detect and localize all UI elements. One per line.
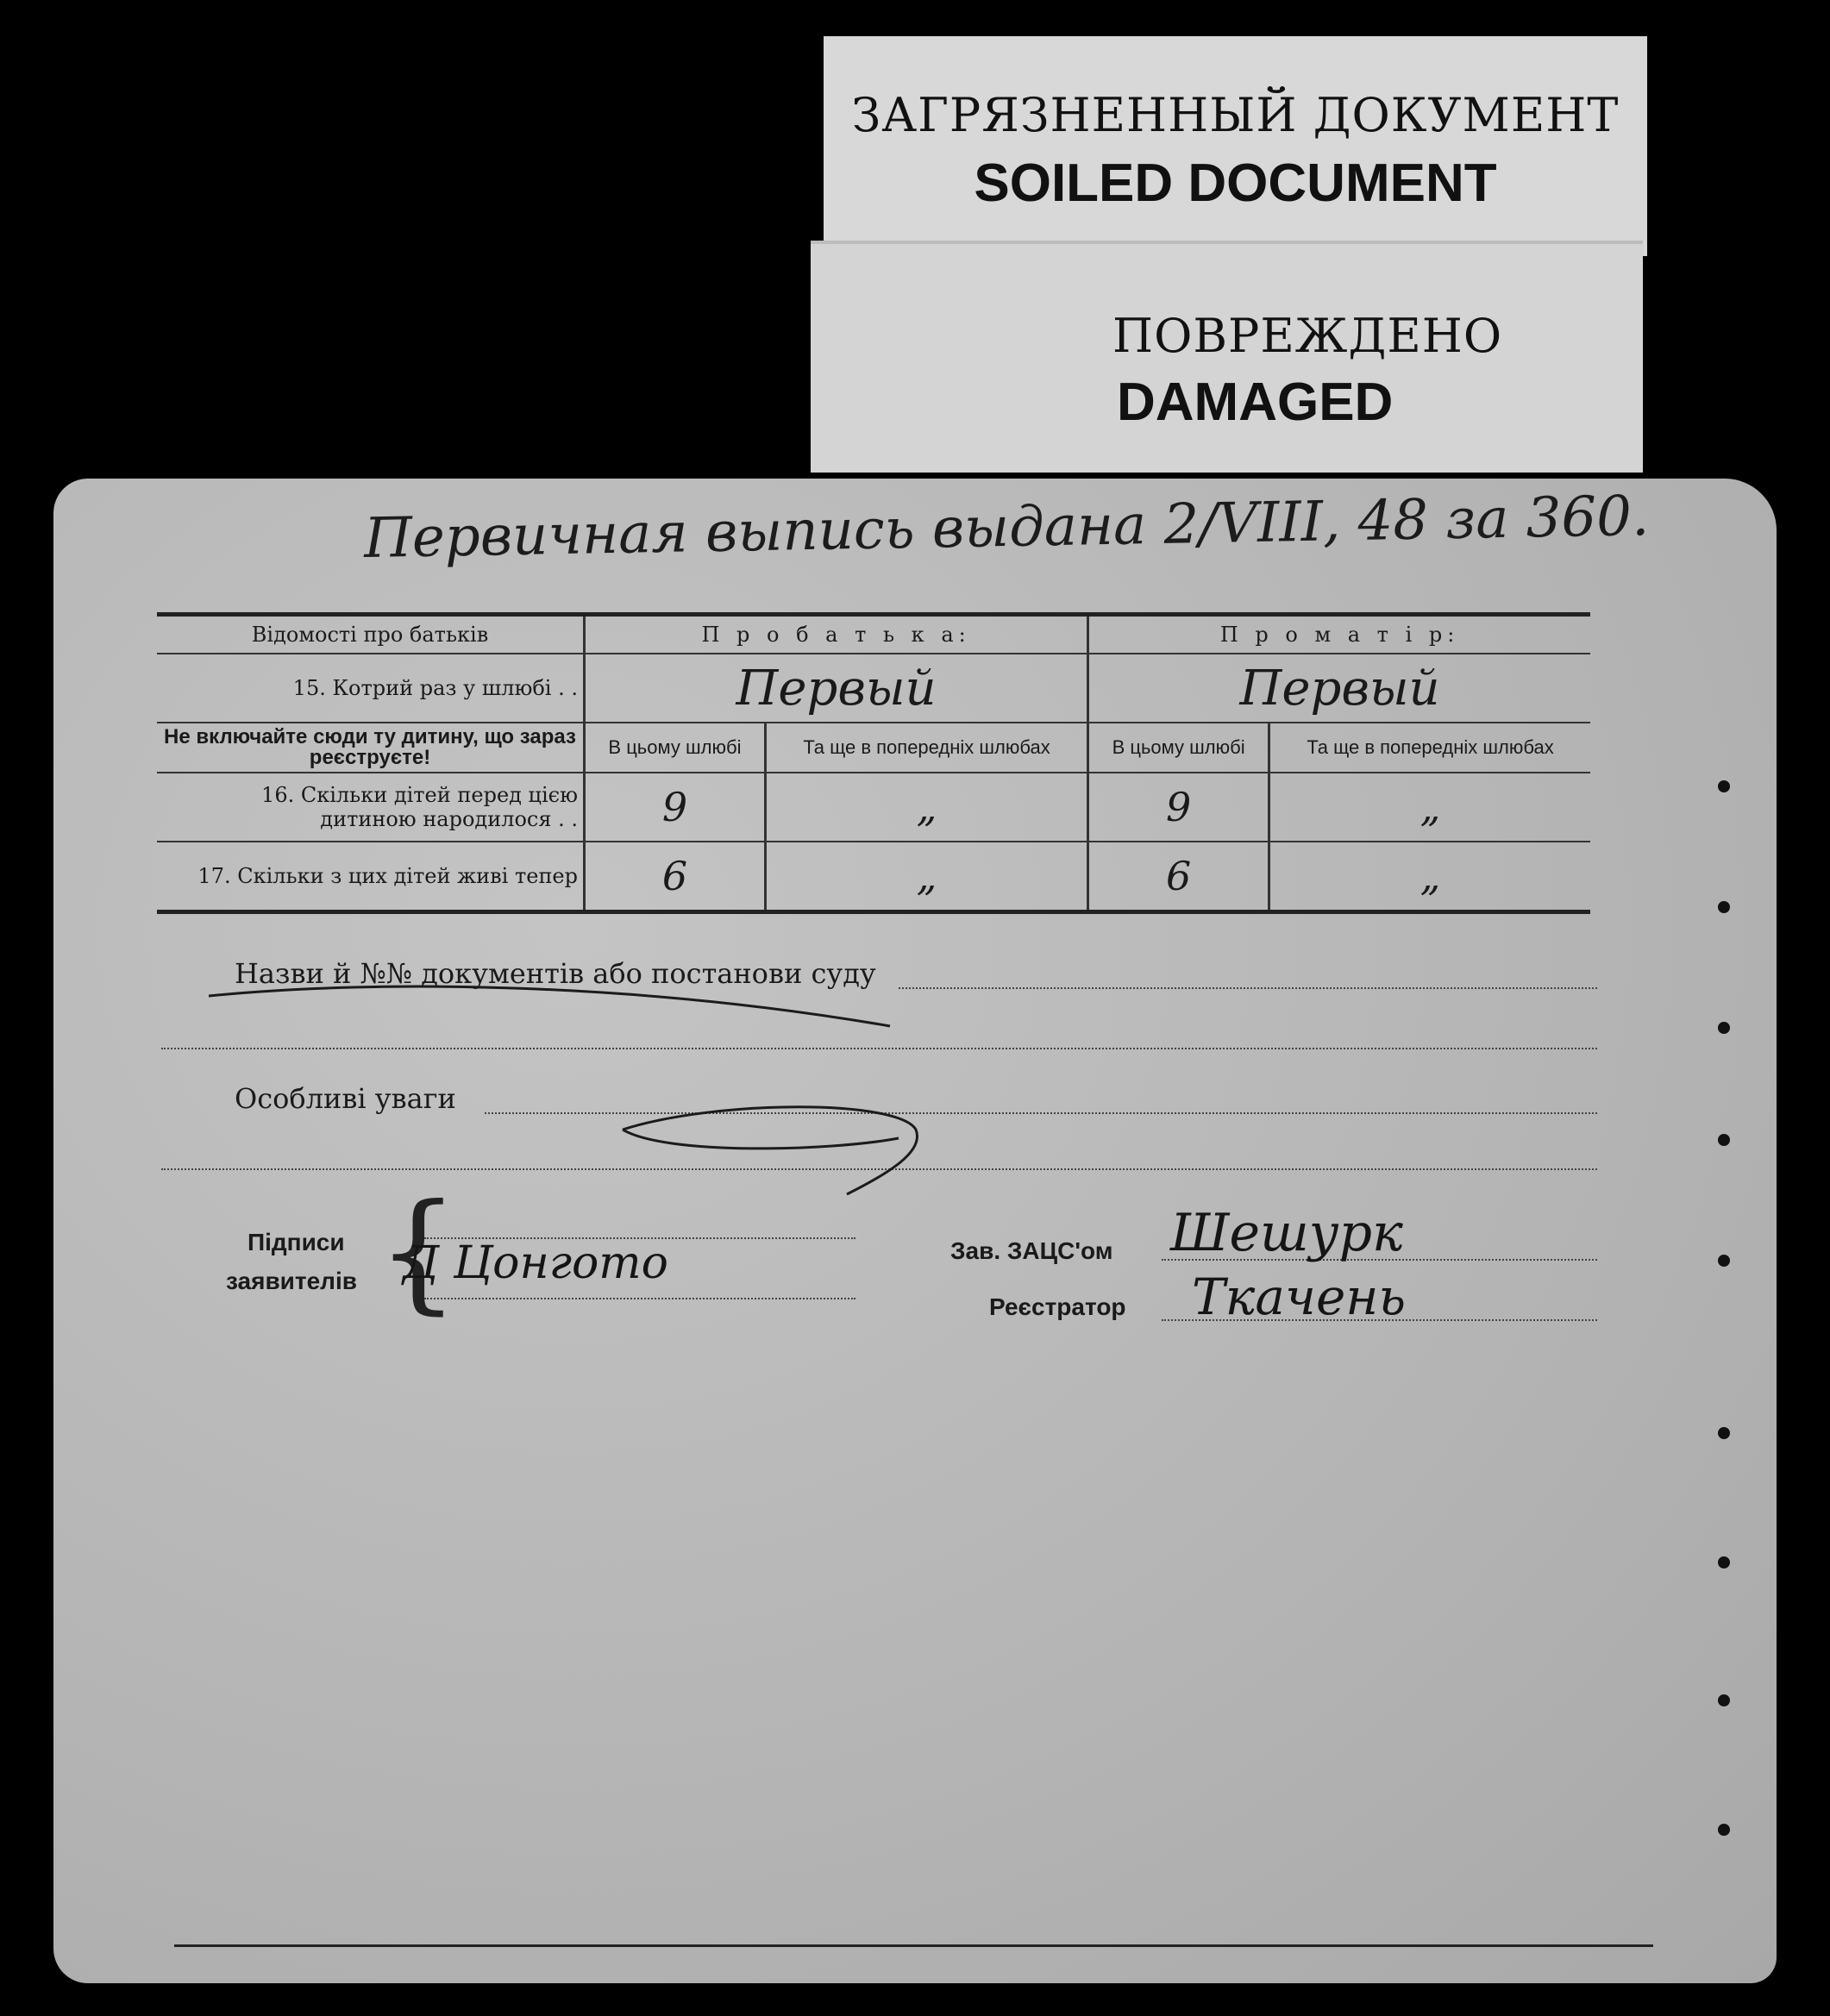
damaged-label-ru: ПОВРЕЖДЕНО [1112,309,1503,363]
damaged-label-en: DAMAGED [1117,373,1394,432]
row17-father-prev: „ [765,842,1087,912]
signatures-label-line2: заявителів [226,1268,357,1294]
row15-mother: Первый [1088,654,1590,723]
documents-label: Назви й №№ документів або постанови суду [235,957,876,990]
soiled-document-label [824,36,1647,256]
head-label: Зав. ЗАЦС'ом [950,1237,1113,1264]
father-previous-marriages-header: Та ще в попередніх шлюбах [765,723,1087,773]
soiled-label-ru: ЗАГРЯЗНЕННЫЙ ДОКУМЕНТ [851,88,1620,142]
row17-label: 17. Скільки з цих дітей живі тепер [157,842,585,912]
row15-label: 15. Котрий раз у шлюбі . . [157,654,585,723]
bottom-rule [174,1944,1653,1947]
binder-hole [1718,1824,1730,1836]
parents-info-table [157,612,1590,914]
handwritten-header-note: Первичная выпись выдана 2/VIII, 48 за 360. [363,485,1650,571]
binder-hole [1718,1556,1730,1568]
signatures-brace: { [377,1177,460,1327]
damaged-label [811,244,1643,473]
table-header-row [157,615,1590,654]
row-15 [157,654,1590,723]
form-sheet [53,479,1777,1983]
mother-in-this-marriage-header: В цьому шлюбі [1088,723,1269,773]
signatures-label-line1: Підписи [248,1229,345,1255]
remarks-strikeout [614,1091,942,1203]
binder-hole [1718,780,1730,792]
row17-mother-prev: „ [1269,842,1590,912]
row-16 [157,773,1590,842]
applicant-signature-line-2 [424,1298,855,1299]
binder-hole [1718,1694,1730,1706]
applicant-signature: Д Цонгото [403,1237,668,1289]
header-father: П р о б а т ь к а: [585,615,1088,654]
soiled-label-en: SOILED DOCUMENT [974,153,1497,213]
mother-previous-marriages-header: Та ще в попередніх шлюбах [1269,723,1590,773]
row17-mother-this: 6 [1088,842,1269,912]
row16-label: 16. Скільки дітей перед цією дитиною народилося . . [157,773,585,842]
documents-dotted-line [899,987,1597,989]
binder-hole [1718,1134,1730,1146]
header-mother: П р о м а т і р: [1088,615,1590,654]
binder-hole [1718,1255,1730,1267]
remarks-label: Особливі уваги [235,1082,456,1115]
binder-hole [1718,901,1730,913]
binder-hole [1718,1427,1730,1439]
documents-strikeout [209,966,899,1069]
subheader-row [157,723,1590,773]
row17-father-this: 6 [585,842,766,912]
row-17 [157,842,1590,912]
row16-father-prev: „ [765,773,1087,842]
row16-mother-this: 9 [1088,773,1269,842]
father-in-this-marriage-header: В цьому шлюбі [585,723,766,773]
registrar-signature: Ткачень [1192,1268,1407,1326]
row15-father: Первый [585,654,1088,723]
head-signature: Шешурк [1170,1203,1403,1263]
header-parents-info: Відомості про батьків [157,615,585,654]
row16-mother-prev: „ [1269,773,1590,842]
subheader-note: Не включайте сюди ту дитину, що зараз реєструєте! [157,723,585,773]
binder-hole [1718,1022,1730,1034]
registrar-label: Реєстратор [989,1293,1126,1320]
row16-father-this: 9 [585,773,766,842]
